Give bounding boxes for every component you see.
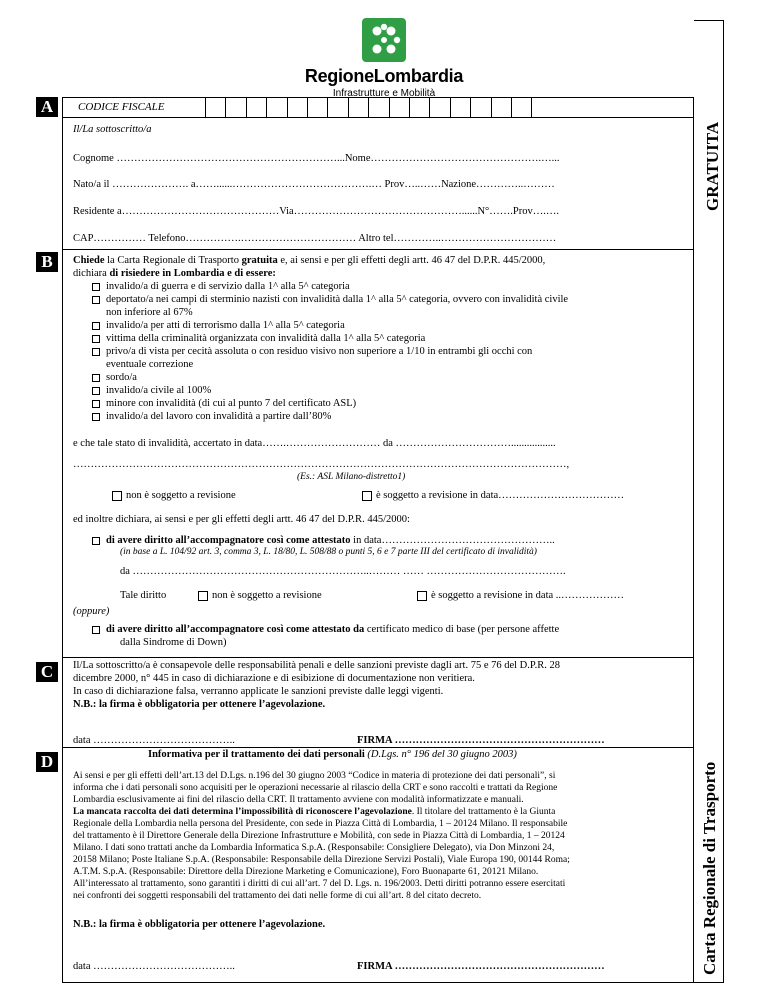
tale-diritto-label: Tale diritto	[120, 590, 167, 601]
c-line-3: In caso di dichiarazione falsa, verranno applicate le sanzioni previste dalle leggi vigenti.	[73, 686, 444, 697]
chiede-bold: Chiede	[73, 255, 105, 266]
stato-invalidita-field[interactable]: e che tale stato di invalidità, accertato in data…….……………………… da …………………………….................	[73, 438, 556, 449]
checkbox[interactable]	[92, 322, 100, 330]
ente-field[interactable]: ……………………………………………………………………………………………………………………………,	[73, 459, 570, 470]
codice-fiscale-cell[interactable]	[410, 98, 430, 118]
list-item-cont: non inferiore al 67%	[106, 307, 193, 318]
codice-fiscale-cell[interactable]	[247, 98, 267, 118]
side-gratuita: GRATUITA	[703, 121, 722, 211]
accompagnatore-1[interactable]: di avere diritto all’accompagnatore così come attestato in data…………………………………………..	[92, 534, 555, 547]
chiede-text2: e, ai sensi e per gli effetti degli artt. 46 47 del D.P.R. 445/2000,	[277, 255, 546, 266]
checkbox[interactable]	[92, 387, 100, 395]
codice-fiscale-cell[interactable]	[328, 98, 348, 118]
codice-fiscale-label-box	[62, 97, 206, 118]
c-line-1: Il/La sottoscritto/a è consapevole delle responsabilità penali e delle sanzioni previste dagli art. 75 e 76 del D.P.R. 28	[73, 660, 560, 671]
nascita-field[interactable]: Nato/a il …………………. a……......………………………………….… Prov…..……Nazione…………..………	[73, 179, 555, 190]
chiede-text: la Carta Regionale di Trasporto	[104, 255, 242, 266]
codice-fiscale-cell[interactable]	[451, 98, 471, 118]
codice-fiscale-cell[interactable]	[206, 98, 226, 118]
logo-name: RegioneLombardia	[304, 66, 464, 86]
d-data-field[interactable]: data …………………………………..	[73, 961, 235, 972]
list-item[interactable]: sordo/a	[92, 371, 568, 384]
sottoscritto-label: Il/La sottoscritto/a	[73, 124, 152, 135]
codice-fiscale-cell[interactable]	[492, 98, 512, 118]
rosa-camuna-icon	[362, 18, 406, 62]
checkbox[interactable]	[92, 537, 100, 545]
divider-ab	[62, 249, 694, 250]
codice-fiscale-cell[interactable]	[369, 98, 389, 118]
c-data-field[interactable]: data …………………………………..	[73, 735, 235, 746]
c-nb: N.B.: la firma è obbligatoria per ottenere l’agevolazione.	[73, 699, 326, 710]
c-firma-field[interactable]: FIRMA ……………………………………………………	[357, 735, 605, 746]
cap-telefono-field[interactable]: CAP…………… Telefono…………….…………………………… Altro tel…………..……………………………	[73, 233, 557, 244]
inoltre-line: ed inoltre dichiara, ai sensi e per gli effetti degli artt. 46 47 del D.P.R. 445/2000:	[73, 514, 410, 525]
divider-bc	[62, 657, 694, 658]
checkbox[interactable]	[92, 413, 100, 421]
da-field[interactable]: da …………………………………………………………..……… …… ………………………………….	[120, 566, 566, 577]
d-title: Informativa per il trattamento dei dati personali (D.Lgs. n° 196 del 30 giugno 2003)	[148, 749, 517, 760]
section-letter-a: A	[36, 97, 58, 117]
checkbox[interactable]	[92, 374, 100, 382]
checkbox[interactable]	[417, 591, 427, 601]
option-non-revisione[interactable]: non è soggetto a revisione	[112, 489, 236, 502]
d-body: Ai sensi e per gli effetti dell’art.13 del D.Lgs. n.196 del 30 giugno 2003 “Codice in materia di protezione dei dati personali”, si informa che i dati personali sono acquisiti per le operazioni necessarie al rilascio della CRT e sono raccolti e trattati da Regione Lombardia esclusivamente ai fini del rilascio della CRT. Il trattamento avviene con modalità informatizzate e manuali. La mancata raccolta dei dati determina l’impossibilità di riconoscere l’agevolazione. Il titolare del trattamento è la Giunta Regionale della Lombardia nella persona del Presidente, con sede in Piazza Città di Lombardia, 1 – 20124 Milano. Il responsabile del trattamento è il Direttore Generale della Direzione Infrastrutture e Mobilità, con sede in Piazza Città di Lombardia, 1 – 20124 Milano. I dati sono trattati anche da Lombardia Informatica S.p.A. (Responsabile: Consigliere Delegato), via Don Minzoni 24, 20158 Milano; Poste Italiane S.p.A. (Responsabile: Responsabile della Direzione Servizi Postali), Viale Europa 190, 00144 Roma; A.T.M. S.p.A. (Responsabile: Direttore della Direzione Marketing e Comunicazione), Foro Buonaparte 61, 20121 Milano. All’interessato al trattamento, sono garantiti i diritti di cui all’art. 7 del D. Lgs. n. 196/2003. Detti diritti potranno essere esercitati nei confronti dei soggetti responsabili del trattamento dei dati nelle forme di cui all’art. 8 del citato decreto.	[73, 771, 570, 901]
tale-non-revisione[interactable]: non è soggetto a revisione	[198, 589, 322, 602]
list-item[interactable]: invalido/a di guerra e di servizio dalla 1^ alla 5^ categoria	[92, 280, 568, 293]
list-item[interactable]: minore con invalidità (di cui al punto 7 del certificato ASL)	[92, 397, 568, 410]
residenza-field[interactable]: Residente a………………………………………Via…………………………………………......N°…….Prov….….	[73, 206, 559, 217]
chiede-line	[73, 254, 545, 267]
checkbox[interactable]	[92, 283, 100, 291]
codice-fiscale-cell[interactable]	[267, 98, 287, 118]
codice-fiscale-cell[interactable]	[288, 98, 308, 118]
d-firma-field[interactable]: FIRMA ……………………………………………………	[357, 961, 605, 972]
section-letter-b: B	[36, 252, 58, 272]
codice-fiscale-label: CODICE FISCALE	[78, 101, 165, 113]
invalidity-list	[92, 280, 568, 423]
list-item[interactable]: invalido/a per atti di terrorismo dalla 1^ alla 5^ categoria	[92, 319, 568, 332]
list-item[interactable]: privo/a di vista per cecità assoluta o con residuo visivo non superiore a 1/10 in entrambi gli occhi con	[92, 345, 568, 358]
dichiara-line	[73, 267, 276, 280]
tale-revisione[interactable]: è soggetto a revisione in data ..………………	[417, 589, 624, 602]
logo-subtitle: Infrastrutture e Mobilità	[332, 88, 436, 99]
section-letter-d: D	[36, 752, 58, 772]
option-revisione[interactable]: è soggetto a revisione in data………………………………	[362, 489, 624, 502]
list-item[interactable]: deportato/a nei campi di sterminio nazisti con invalidità dalla 1^ alla 5^ categoria, ovvero con invalidità civile	[92, 293, 568, 306]
list-item[interactable]: vittima della criminalità organizzata con invalidità dalla 1^ alla 5^ categoria	[92, 332, 568, 345]
oppure-label: (oppure)	[73, 606, 110, 617]
codice-fiscale-cell[interactable]	[512, 98, 532, 118]
d-nb: N.B.: la firma è obbligatoria per ottenere l’agevolazione.	[73, 919, 326, 930]
gratuita-bold: gratuita	[241, 255, 278, 266]
checkbox[interactable]	[362, 491, 372, 501]
codice-fiscale-cell[interactable]	[430, 98, 450, 118]
checkbox[interactable]	[92, 296, 100, 304]
accompagnatore-2-cont: dalla Sindrome di Down)	[120, 637, 227, 648]
c-line-2: dicembre 2000, n° 445 in caso di dichiarazione e di esibizione di documentazione non veritiera.	[73, 673, 475, 684]
accompagnatore-note: (in base a L. 104/92 art. 3, comma 3, L. 18/80, L. 508/88 o punti 5, 6 e 7 parte III del certificato di invalidità)	[120, 547, 537, 557]
esempio-note: (Es.: ASL Milano-distretto1)	[297, 472, 406, 482]
accompagnatore-2[interactable]: di avere diritto all’accompagnatore così come attestato da certificato medico di base (per persone affette	[92, 623, 559, 636]
dichiara-text: dichiara	[73, 268, 110, 279]
checkbox[interactable]	[112, 491, 122, 501]
codice-fiscale-cell[interactable]	[308, 98, 328, 118]
cognome-nome-field[interactable]: Cognome ………………………………………………………...Nome………………………………………….…...	[73, 153, 560, 164]
codice-fiscale-cell[interactable]	[349, 98, 369, 118]
list-item[interactable]: invalido/a civile al 100%	[92, 384, 568, 397]
codice-fiscale-cell[interactable]	[471, 98, 491, 118]
dichiara-bold: di risiedere in Lombardia e di essere:	[109, 268, 276, 279]
checkbox[interactable]	[92, 348, 100, 356]
codice-fiscale-cell[interactable]	[390, 98, 410, 118]
checkbox[interactable]	[92, 626, 100, 634]
checkbox[interactable]	[92, 400, 100, 408]
logo	[300, 18, 468, 99]
section-letter-c: C	[36, 662, 58, 682]
codice-fiscale-cell[interactable]	[226, 98, 246, 118]
checkbox[interactable]	[198, 591, 208, 601]
side-carta-regionale: Carta Regionale di Trasporto	[700, 761, 719, 975]
checkbox[interactable]	[92, 335, 100, 343]
list-item-cont: eventuale correzione	[106, 359, 194, 370]
list-item[interactable]: invalido/a del lavoro con invalidità a partire dall’80%	[92, 410, 568, 423]
